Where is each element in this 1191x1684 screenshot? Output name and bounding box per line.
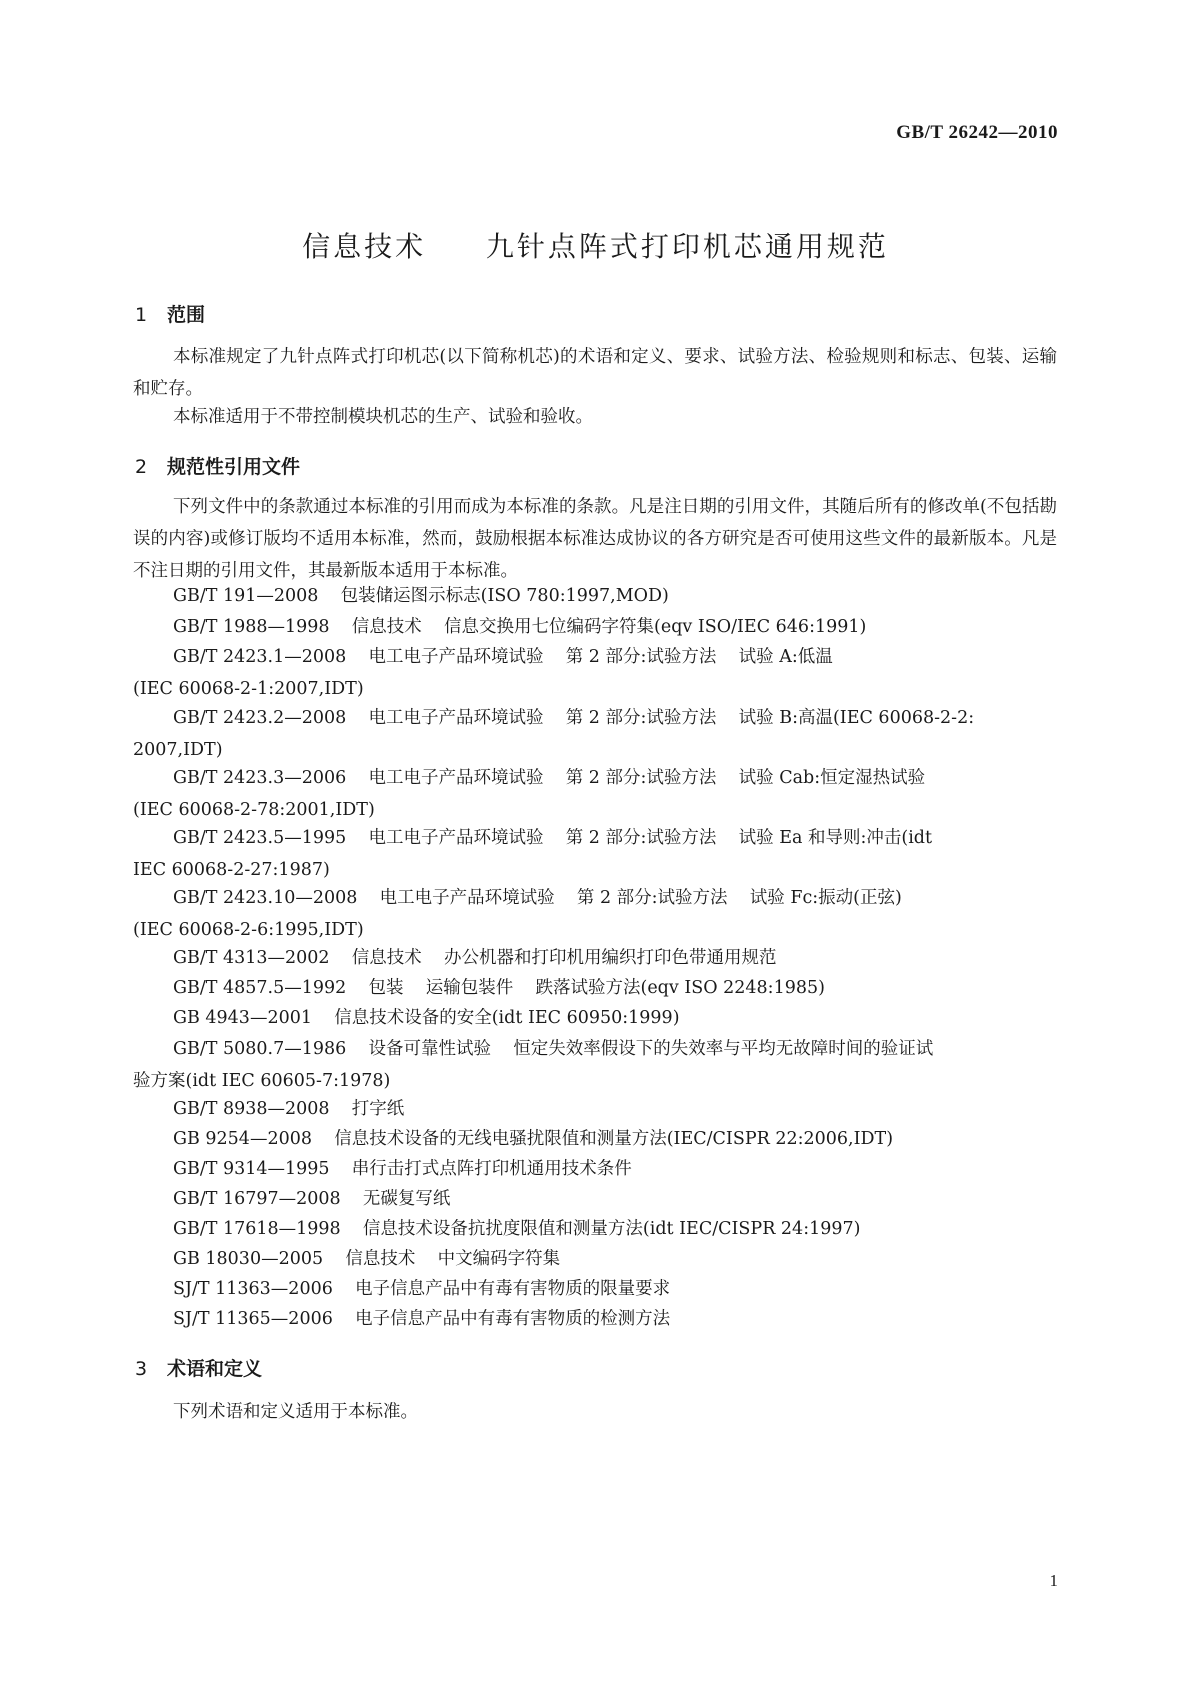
section-2-heading xyxy=(135,452,300,479)
reference-item: GB/T 16797—2008 无碳复写纸 xyxy=(173,1189,451,1209)
reference-item: GB/T 2423.2—2008 电工电子产品环境试验 第 2 部分:试验方法 试验 B:高温(IEC 60068-2-2: 2007,IDT) xyxy=(133,708,975,760)
reference-item: GB/T 191—2008 包装储运图示标志(ISO 780:1997,MOD) xyxy=(173,586,669,606)
reference-item: GB/T 4313—2002 信息技术 办公机器和打印机用编织打印色带通用规范 xyxy=(173,948,777,968)
reference-item: GB/T 2423.5—1995 电工电子产品环境试验 第 2 部分:试验方法 试验 Ea 和导则:冲击(idt IEC 60068-2-27:1987) xyxy=(133,828,933,880)
reference-item: GB/T 2423.1—2008 电工电子产品环境试验 第 2 部分:试验方法 试验 A:低温 (IEC 60068-2-1:2007,IDT) xyxy=(133,647,833,699)
section-number: 3 xyxy=(135,1358,148,1380)
section-1-paragraph-1: 本标准规定了九针点阵式打印机芯(以下简称机芯)的术语和定义、要求、试验方法、检验规则和标志、包装、运输和贮存。 xyxy=(133,347,1057,399)
reference-item: GB/T 2423.10—2008 电工电子产品环境试验 第 2 部分:试验方法 试验 Fc:振动(正弦) (IEC 60068-2-6:1995,IDT) xyxy=(133,888,902,940)
reference-item: SJ/T 11363—2006 电子信息产品中有毒有害物质的限量要求 xyxy=(173,1279,671,1299)
reference-item: GB/T 1988—1998 信息技术 信息交换用七位编码字符集(eqv ISO/IEC 646:1991) xyxy=(173,617,867,637)
section-1-heading xyxy=(135,300,205,327)
section-title: 术语和定义 xyxy=(167,1358,263,1380)
reference-item: GB/T 4857.5—1992 包装 运输包装件 跌落试验方法(eqv ISO 2248:1985) xyxy=(173,978,825,998)
section-1-paragraph-2: 本标准适用于不带控制模块机芯的生产、试验和验收。 xyxy=(173,407,593,427)
page-number: 1 xyxy=(1049,1571,1058,1590)
document-title: 信息技术 九针点阵式打印机芯通用规范 xyxy=(302,230,889,263)
reference-item: SJ/T 11365—2006 电子信息产品中有毒有害物质的检测方法 xyxy=(173,1309,671,1329)
reference-item: GB/T 5080.7—1986 设备可靠性试验 恒定失效率假设下的失效率与平均无故障时间的验证试 验方案(idt IEC 60605-7:1978) xyxy=(133,1039,934,1091)
standard-code: GB/T 26242—2010 xyxy=(896,122,1058,143)
reference-item: GB/T 17618—1998 信息技术设备抗扰度限值和测量方法(idt IEC/CISPR 24:1997) xyxy=(173,1219,861,1239)
reference-item: GB/T 2423.3—2006 电工电子产品环境试验 第 2 部分:试验方法 试验 Cab:恒定湿热试验 (IEC 60068-2-78:2001,IDT) xyxy=(133,768,926,820)
section-3-paragraph-1: 下列术语和定义适用于本标准。 xyxy=(173,1402,418,1422)
section-number: 1 xyxy=(135,304,148,326)
reference-item: GB 18030—2005 信息技术 中文编码字符集 xyxy=(173,1249,561,1269)
section-title: 范围 xyxy=(167,304,206,326)
reference-item: GB/T 8938—2008 打字纸 xyxy=(173,1099,405,1119)
section-3-heading xyxy=(135,1354,262,1381)
section-title: 规范性引用文件 xyxy=(167,456,301,478)
section-number: 2 xyxy=(135,456,148,478)
section-2-paragraph-1: 下列文件中的条款通过本标准的引用而成为本标准的条款。凡是注日期的引用文件，其随后所有的修改单(不包括勘误的内容)或修订版均不适用本标准，然而，鼓励根据本标准达成协议的各方研究是否可使用这些文件的最新版本。凡是不注日期的引用文件，其最新版本适用于本标准。 xyxy=(133,497,1057,581)
reference-item: GB 9254—2008 信息技术设备的无线电骚扰限值和测量方法(IEC/CISPR 22:2006,IDT) xyxy=(173,1129,894,1149)
reference-item: GB/T 9314—1995 串行击打式点阵打印机通用技术条件 xyxy=(173,1159,632,1179)
reference-item: GB 4943—2001 信息技术设备的安全(idt IEC 60950:1999) xyxy=(173,1008,680,1028)
